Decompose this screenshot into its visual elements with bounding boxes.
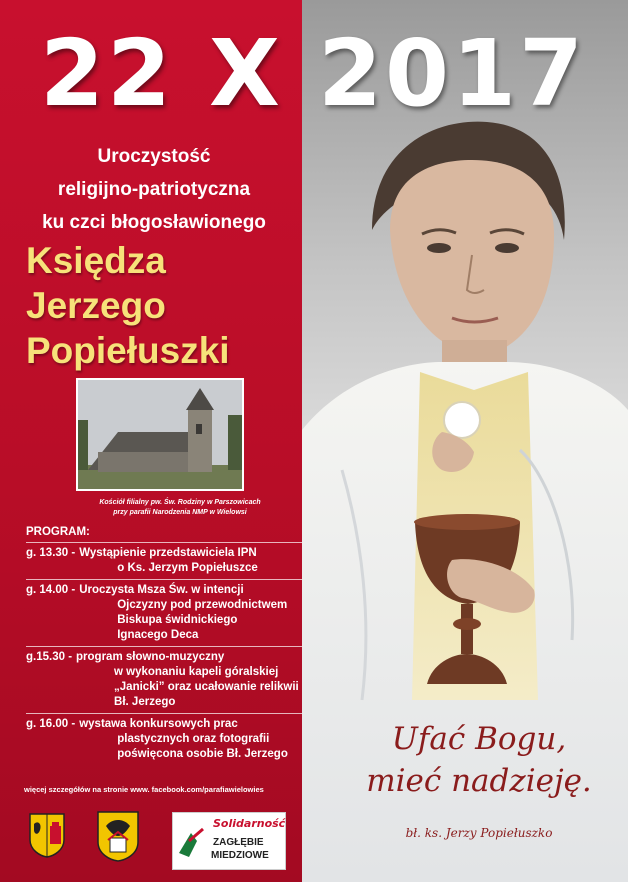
name-line-2: Jerzego: [26, 285, 166, 326]
program-time: g. 13.30 -: [26, 547, 76, 559]
coat-of-arms-1-icon: [28, 812, 66, 858]
program-text: [75, 583, 287, 643]
quote-line-2: mieć nadzieję.: [366, 763, 592, 799]
region-line-2: MIEDZIOWE: [211, 850, 269, 861]
program-time: g. 14.00 -: [26, 584, 76, 596]
program-line: Uroczysta Msza Św. w intencji: [79, 584, 244, 596]
program-list: [26, 525, 302, 765]
program-title: PROGRAM:: [26, 526, 90, 538]
program-text: [75, 546, 258, 576]
solidarnosc-logo: [172, 812, 286, 870]
photo-caption-line-2: przy parafii Narodzenia NMP w Wielowsi: [113, 509, 247, 516]
program-line: Ojczyzny pod przewodnictwem: [117, 599, 288, 611]
program-line: poświęcona osobie Bł. Jerzego: [117, 748, 288, 760]
coat-of-arms-2-icon: [96, 810, 140, 862]
program-item: [26, 713, 302, 765]
program-line: plastycznych oraz fotografii: [117, 733, 270, 745]
program-line: w wykonaniu kapeli góralskiej: [114, 666, 279, 678]
program-text: [72, 650, 299, 710]
photo-caption: [62, 498, 298, 518]
quote-line-1: Ufać Bogu,: [391, 721, 567, 757]
program-text: [75, 717, 288, 762]
priest-name: [18, 238, 298, 373]
church-photo: [76, 378, 244, 491]
intro-line-3: ku czci błogosławionego: [42, 212, 266, 233]
program-time: g.15.30 -: [26, 651, 73, 663]
program-line: Wystąpienie przedstawiciela IPN: [79, 547, 257, 559]
name-line-1: Księdza: [26, 240, 166, 281]
event-intro: [14, 140, 294, 239]
date-day-month: 22 X: [40, 20, 283, 127]
event-date: [0, 20, 628, 130]
name-line-3: Popiełuszki: [26, 330, 230, 371]
program-item: [26, 646, 302, 713]
program-item: [26, 579, 302, 646]
date-year: 2017: [318, 20, 587, 127]
quote: [344, 718, 614, 802]
program-item: [26, 542, 302, 579]
solidarnosc-text: Solidarność: [213, 817, 286, 830]
intro-line-1: Uroczystość: [97, 146, 211, 167]
church-image: [78, 380, 244, 491]
program-time: g. 16.00 -: [26, 718, 76, 730]
program-line: Ignacego Deca: [117, 629, 199, 641]
program-line: wystawa konkursowych prac: [79, 718, 238, 730]
program-line: Biskupa świdnickiego: [117, 614, 238, 626]
quote-author: bł. ks. Jerzy Popiełuszko: [405, 826, 553, 840]
region-line-1: ZAGŁĘBIE: [213, 837, 264, 848]
photo-caption-line-1: Kościół filialny pw. Św. Rodziny w Parszowicach: [99, 499, 261, 506]
more-info-link[interactable]: więcej szczegółów na stronie www. facebook.com/parafiawielowies: [24, 785, 264, 794]
program-line: program słowno-muzyczny: [76, 651, 225, 663]
intro-line-2: religijno-patriotyczna: [57, 179, 251, 200]
program-line: Bł. Jerzego: [114, 696, 176, 708]
program-line: o Ks. Jerzym Popiełuszce: [117, 562, 258, 574]
program-line: „Janicki” oraz ucałowanie relikwii: [114, 681, 299, 693]
